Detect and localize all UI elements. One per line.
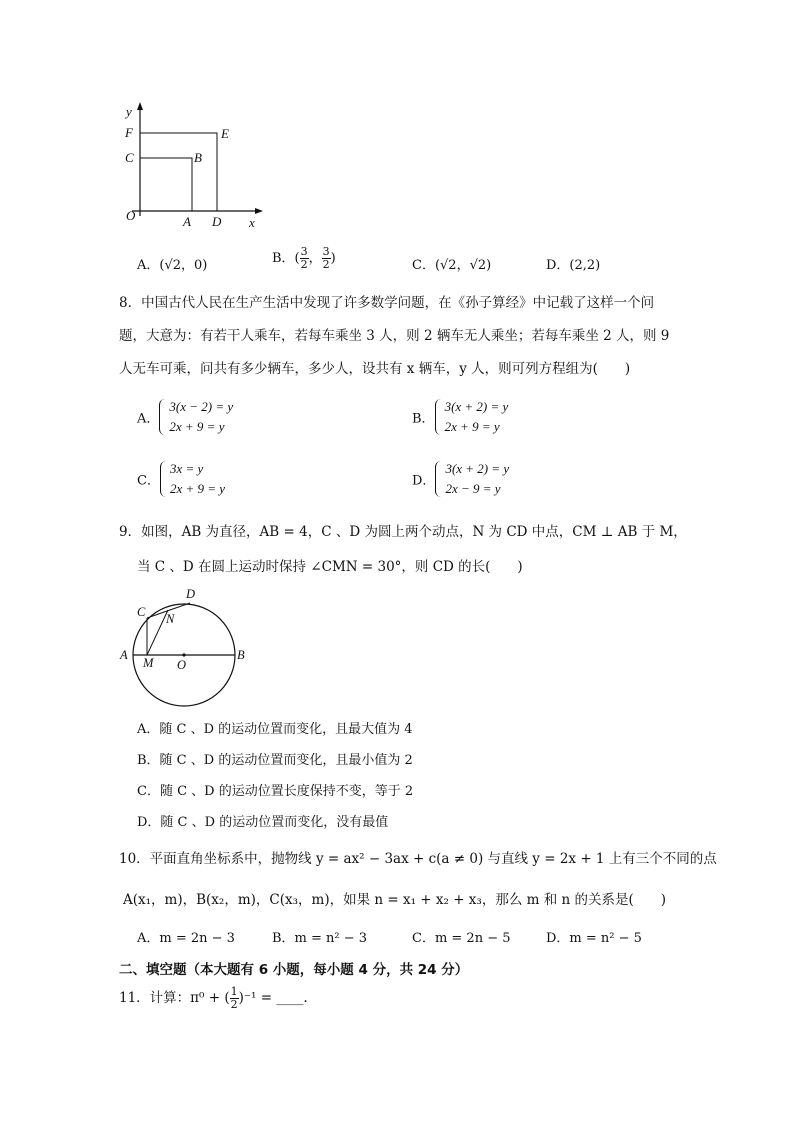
label-A: A (183, 214, 191, 229)
label-A: A (120, 648, 128, 662)
q8-option-a: A． 3(x − 2) = y 2x + 9 = y (137, 399, 234, 434)
q10-option-d: D．m = n² − 5 (546, 931, 642, 946)
q10-option-c: C．m = 2n − 5 (412, 931, 511, 946)
q7-b-comma: ， (308, 251, 322, 266)
q10-line1: 10．平面直角坐标系中，抛物线 y = ax² − 3ax + c(a ≠ 0) 与直线 y = 2x + 1 上有三个不同的点 (119, 851, 717, 867)
q10-option-a: A．m = 2n − 3 (137, 931, 235, 946)
q8-line1: 8．中国古代人民在生产生活中发现了许多数学问题，在《孙子算经》中记载了这样一个问 (119, 295, 655, 311)
q7-option-c: C．(√2，√2) (412, 258, 492, 273)
q7-b-frac2: $\frac{3}{2}$ (322, 245, 330, 271)
y-axis-arrow (137, 102, 143, 110)
label-F: F (125, 125, 133, 140)
q7-b-close: ) (330, 251, 336, 266)
point-O (182, 653, 185, 656)
label-O: O (177, 658, 187, 672)
rect-CBA (140, 158, 192, 211)
x-axis-arrow (255, 208, 263, 214)
q9-line1: 9．如图，AB 为直径，AB = 4，C 、D 为圆上两个动点，N 为 CD 中点，CM ⊥ AB 于 M， (119, 524, 687, 540)
label-B: B (194, 150, 202, 165)
q9-option-c: C．随 C 、D 的运动位置长度保持不变，等于 2 (137, 784, 414, 799)
label-y: y (126, 104, 132, 119)
q8-option-c: C． 3x = y 2x + 9 = y (137, 461, 226, 496)
q7-option-b (272, 246, 336, 271)
label-M: M (143, 656, 154, 670)
label-B: B (237, 648, 245, 662)
q8-option-b: B． 3(x + 2) = y 2x + 9 = y (412, 399, 509, 434)
q11: 11．计算：π⁰ + ( $\frac{1}{2}$ )⁻¹ = ____. (119, 985, 308, 1011)
q7-b-frac1: $\frac{3}{2}$ (300, 245, 308, 271)
q7-option-d: D．(2,2) (546, 258, 601, 273)
q9-option-d: D．随 C 、D 的运动位置而变化，没有最值 (137, 815, 389, 830)
q9-option-b: B．随 C 、D 的运动位置而变化，且最小值为 2 (137, 753, 413, 768)
q10-option-b: B．m = n² − 3 (272, 931, 368, 946)
label-N: N (166, 612, 175, 626)
q8-line3: 人无车可乘，问共有多少辆车，多少人，设共有 x 辆车，y 人，则可列方程组为( ) (119, 361, 631, 377)
q8-line2: 题，大意为：有若干人乘车，若每车乘坐 3 人，则 2 辆车无人乘坐；若每车乘坐 2 人，则 9 (119, 328, 670, 344)
q7-b-open: B．( (272, 251, 300, 266)
label-D: D (212, 214, 222, 229)
label-O: O (126, 208, 136, 223)
section-heading: 二、填空题（本大题有 6 小题，每小题 4 分，共 24 分） (119, 962, 469, 978)
label-E: E (221, 126, 229, 141)
q11-frac: $\frac{1}{2}$ (230, 985, 238, 1011)
rect-FED (140, 133, 217, 211)
label-x: x (249, 215, 255, 230)
q8-option-d: D． 3(x + 2) = y 2x − 9 = y (412, 461, 510, 496)
label-D: D (186, 587, 196, 601)
q10-line2: A(x₁，m)，B(x₂，m)，C(x₃，m)，如果 n = x₁ + x₂ + x₃，那么 m 和 n 的关系是( ) (123, 892, 667, 908)
coordinate-figure (110, 98, 270, 238)
circle-figure (116, 584, 256, 710)
q7-option-a: A．(√2，0) (137, 258, 208, 273)
q9-option-a: A．随 C 、D 的运动位置而变化，且最大值为 4 (137, 722, 413, 737)
label-C: C (125, 150, 134, 165)
label-C: C (137, 605, 146, 619)
q9-line2: 当 C 、D 在圆上运动时保持 ∠CMN = 30°，则 CD 的长( ) (137, 559, 523, 575)
